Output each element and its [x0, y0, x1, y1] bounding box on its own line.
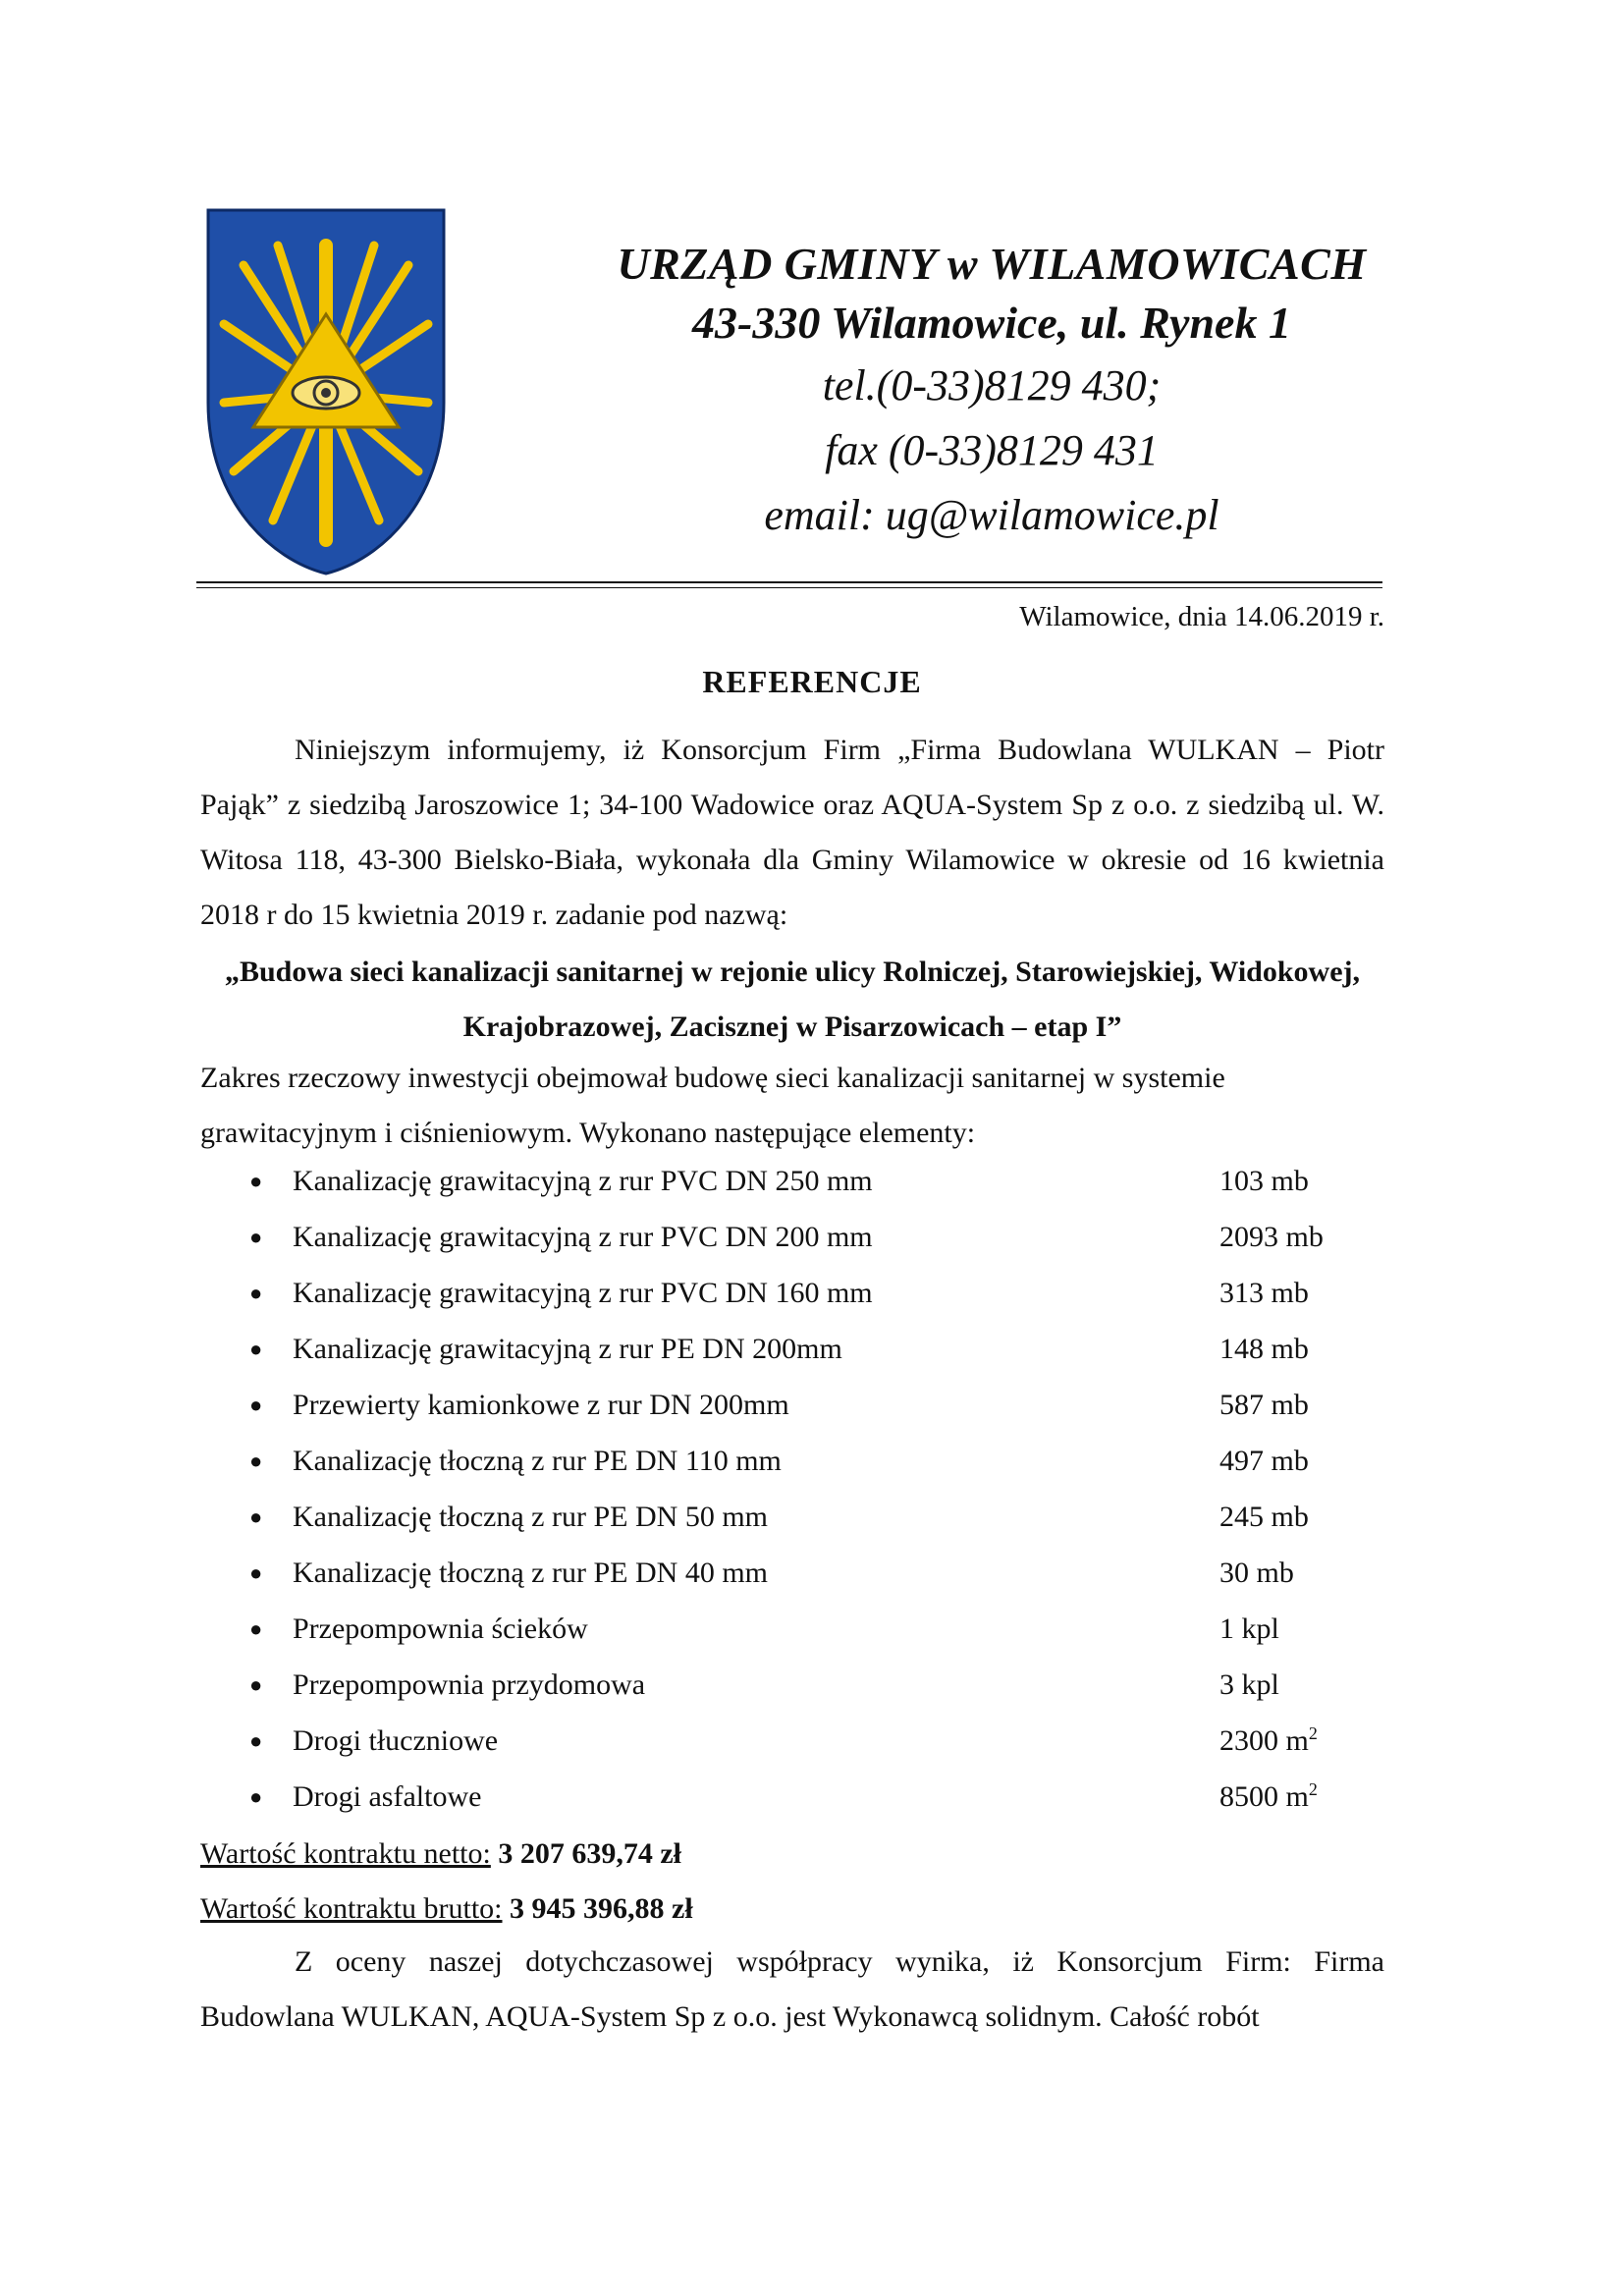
list-item: [200, 1769, 1384, 1825]
value-gross-amount: 3 945 396,88 zł: [510, 1892, 693, 1925]
list-item: [200, 1265, 1384, 1321]
item-quantity: 103 mb: [1219, 1165, 1309, 1197]
date-line: Wilamowice, dnia 14.06.2019 r.: [1019, 601, 1384, 632]
item-quantity: 313 mb: [1219, 1277, 1309, 1309]
bullet-icon: ●: [249, 1672, 263, 1697]
coat-of-arms-icon: [204, 206, 448, 577]
office-name: URZĄD GMINY w WILAMOWICACH: [617, 239, 1367, 289]
bullet-icon: ●: [249, 1169, 263, 1193]
item-quantity: 30 mb: [1219, 1557, 1294, 1589]
value-gross-label: Wartość kontraktu brutto:: [200, 1892, 503, 1925]
item-name: Kanalizację grawitacyjną z rur PVC DN 200 mm: [293, 1221, 873, 1253]
bullet-icon: ●: [249, 1504, 263, 1529]
bullet-icon: ●: [249, 1337, 263, 1361]
office-phone: tel.(0-33)8129 430;: [822, 361, 1162, 410]
task-name: „Budowa sieci kanalizacji sanitarnej w rejonie ulicy Rolniczej, Starowiejskiej, Widokowej, Krajobrazowej, Zacisznej w Pisarzowicach – etap I”: [224, 956, 1361, 1043]
bullet-icon: ●: [249, 1728, 263, 1753]
item-name: Drogi tłuczniowe: [293, 1724, 499, 1757]
office-address: 43-330 Wilamowice, ul. Rynek 1: [692, 298, 1291, 348]
item-quantity: 2093 mb: [1219, 1221, 1324, 1253]
bullet-icon: ●: [249, 1225, 263, 1249]
contract-value-gross: [200, 1882, 693, 1937]
item-name: Kanalizację tłoczną z rur PE DN 50 mm: [293, 1501, 768, 1533]
item-name: Przepompownia przydomowa: [293, 1668, 646, 1701]
list-item: [200, 1433, 1384, 1489]
item-quantity: 497 mb: [1219, 1445, 1309, 1477]
header-divider-thin: [196, 587, 1382, 588]
item-quantity-unit-exponent: 2: [1308, 1779, 1318, 1799]
bullet-icon: ●: [249, 1393, 263, 1417]
list-item: [200, 1377, 1384, 1433]
header-divider: [196, 581, 1382, 583]
item-name: Kanalizację tłoczną z rur PE DN 110 mm: [293, 1445, 782, 1477]
item-name: Przewierty kamionkowe z rur DN 200mm: [293, 1389, 789, 1421]
item-name: Przepompownia ścieków: [293, 1613, 588, 1645]
item-name: Kanalizację tłoczną z rur PE DN 40 mm: [293, 1557, 768, 1589]
item-quantity: 148 mb: [1219, 1333, 1309, 1365]
item-quantity: 245 mb: [1219, 1501, 1309, 1533]
item-quantity: 3 kpl: [1219, 1668, 1279, 1701]
item-name: Kanalizację grawitacyjną z rur PVC DN 160 mm: [293, 1277, 873, 1309]
works-list: [200, 1153, 1384, 1825]
list-item: [200, 1153, 1384, 1209]
item-name: Kanalizację grawitacyjną z rur PVC DN 250 mm: [293, 1165, 873, 1197]
list-item: [200, 1601, 1384, 1657]
bullet-icon: ●: [249, 1560, 263, 1585]
item-quantity: 8500 $m^2$: [1219, 1779, 1318, 1813]
value-net-label: Wartość kontraktu netto:: [200, 1837, 491, 1870]
closing-paragraph: Z oceny naszej dotychczasowej współpracy wynika, iż Konsorcjum Firm: Firma Budowlana WULKAN, AQUA-System Sp z o.o. jest Wykonawcą solidnym. Całość robót: [200, 1945, 1384, 2033]
scope-paragraph: Zakres rzeczowy inwestycji obejmował budowę sieci kanalizacji sanitarnej w systemie grawitacyjnym i ciśnieniowym. Wykonano następujące elementy:: [200, 1062, 1225, 1149]
letterhead: [550, 236, 1434, 548]
item-name: Drogi asfaltowe: [293, 1780, 482, 1813]
list-item: [200, 1657, 1384, 1713]
office-fax: fax (0-33)8129 431: [825, 426, 1159, 474]
list-item: [200, 1321, 1384, 1377]
bullet-icon: ●: [249, 1281, 263, 1305]
list-item: [200, 1545, 1384, 1601]
list-item: [200, 1489, 1384, 1545]
item-quantity: 587 mb: [1219, 1389, 1309, 1421]
contract-value-net: [200, 1827, 681, 1882]
document-title: REFERENCJE: [702, 664, 922, 699]
item-quantity-unit-exponent: 2: [1308, 1723, 1318, 1743]
item-quantity: 2300 $m^2$: [1219, 1723, 1318, 1757]
intro-paragraph: Niniejszym informujemy, iż Konsorcjum Firm „Firma Budowlana WULKAN – Piotr Pająk” z siedzibą Jaroszowice 1; 34-100 Wadowice oraz AQUA-System Sp z o.o. z siedzibą ul. W. Witosa 118, 43-300 Bielsko-Biała, wykonała dla Gminy Wilamowice w okresie od 16 kwietnia 2018 r do 15 kwietnia 2019 r. zadanie pod nazwą:: [200, 734, 1384, 931]
item-quantity: 1 kpl: [1219, 1613, 1279, 1645]
list-item: [200, 1713, 1384, 1769]
bullet-icon: ●: [249, 1784, 263, 1809]
item-name: Kanalizację grawitacyjną z rur PE DN 200mm: [293, 1333, 842, 1365]
value-net-amount: 3 207 639,74 zł: [498, 1837, 681, 1870]
bullet-icon: ●: [249, 1616, 263, 1641]
bullet-icon: ●: [249, 1449, 263, 1473]
list-item: [200, 1209, 1384, 1265]
office-email: email: ug@wilamowice.pl: [764, 491, 1219, 539]
